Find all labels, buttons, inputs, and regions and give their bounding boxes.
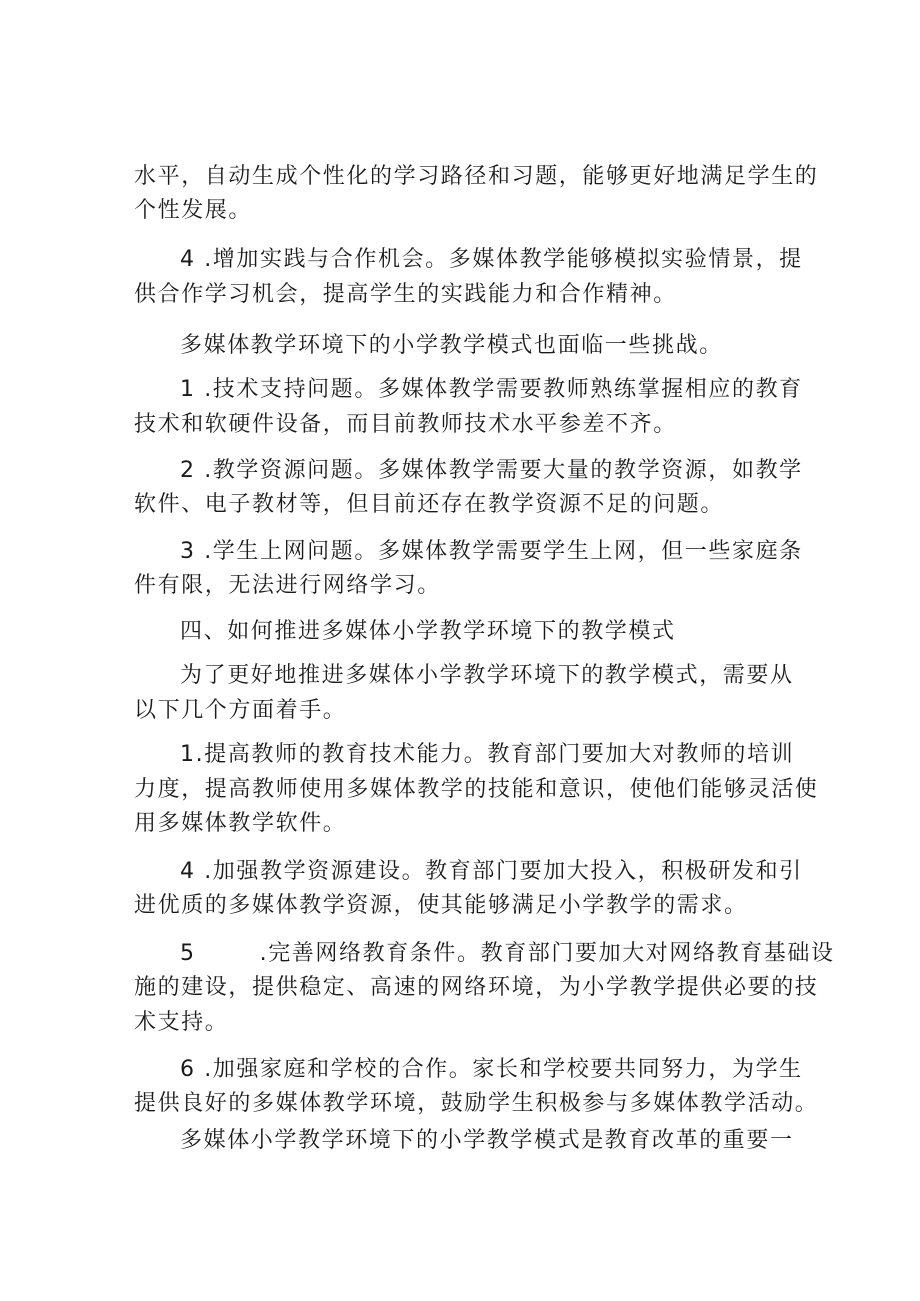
paragraph-line: 多媒体小学教学环境下的小学教学模式是教育改革的重要一 bbox=[180, 1128, 794, 1153]
list-item-line: 2 .教学资源问题。多媒体教学需要大量的教学资源，如教学 bbox=[180, 458, 803, 483]
paragraph-line: 施的建设，提供稳定、高速的网络环境，为小学教学提供必要的技 bbox=[134, 975, 819, 1000]
list-item-line: 4 .增加实践与合作机会。多媒体教学能够模拟实验情景，提 bbox=[180, 247, 803, 272]
list-item-line: 1 .技术支持问题。多媒体教学需要教师熟练掌握相应的教育 bbox=[180, 377, 803, 402]
paragraph-line: 以下几个方面着手。 bbox=[134, 698, 347, 723]
list-item-text: .完善网络教育条件。教育部门要加大对网络教育基础设 bbox=[259, 941, 835, 966]
paragraph-line: 个性发展。 bbox=[134, 198, 253, 223]
paragraph-line: 为了更好地推进多媒体小学教学环境下的教学模式，需要从 bbox=[180, 663, 794, 688]
list-item-line: 1.提高教师的教育技术能力。教育部门要加大对教师的培训 bbox=[180, 742, 795, 767]
list-item-line: 6 .加强家庭和学校的合作。家长和学校要共同努力，为学生 bbox=[180, 1057, 803, 1082]
paragraph-line: 技术和软硬件设备，而目前教师技术水平参差不齐。 bbox=[134, 412, 677, 437]
paragraph-line: 术支持。 bbox=[134, 1010, 229, 1035]
list-number: 5 bbox=[180, 941, 196, 966]
section-heading: 四、如何推进多媒体小学教学环境下的教学模式 bbox=[180, 619, 676, 644]
paragraph-line: 进优质的多媒体教学资源，使其能够满足小学教学的需求。 bbox=[134, 893, 748, 918]
list-item-line bbox=[180, 937, 835, 971]
paragraph-line: 力度，提高教师使用多媒体教学的技能和意识，使他们能够灵活使 bbox=[134, 777, 819, 802]
paragraph-line: 多媒体教学环境下的小学教学模式也面临一些挑战。 bbox=[180, 333, 723, 358]
list-item-line: 4 .加强教学资源建设。教育部门要加大投入，积极研发和引 bbox=[180, 859, 803, 884]
paragraph-line: 件有限，无法进行网络学习。 bbox=[134, 573, 441, 598]
paragraph-line: 软件、电子教材等，但目前还存在教学资源不足的问题。 bbox=[134, 492, 725, 517]
list-item-line: 3 .学生上网问题。多媒体教学需要学生上网，但一些家庭条 bbox=[180, 539, 803, 564]
paragraph-line: 供合作学习机会，提高学生的实践能力和合作精神。 bbox=[134, 282, 677, 307]
paragraph-line: 水平，自动生成个性化的学习路径和习题，能够更好地满足学生的 bbox=[134, 164, 819, 189]
paragraph-line: 提供良好的多媒体教学环境，鼓励学生积极参与多媒体教学活动。 bbox=[134, 1091, 819, 1116]
paragraph-line: 用多媒体教学软件。 bbox=[134, 811, 347, 836]
